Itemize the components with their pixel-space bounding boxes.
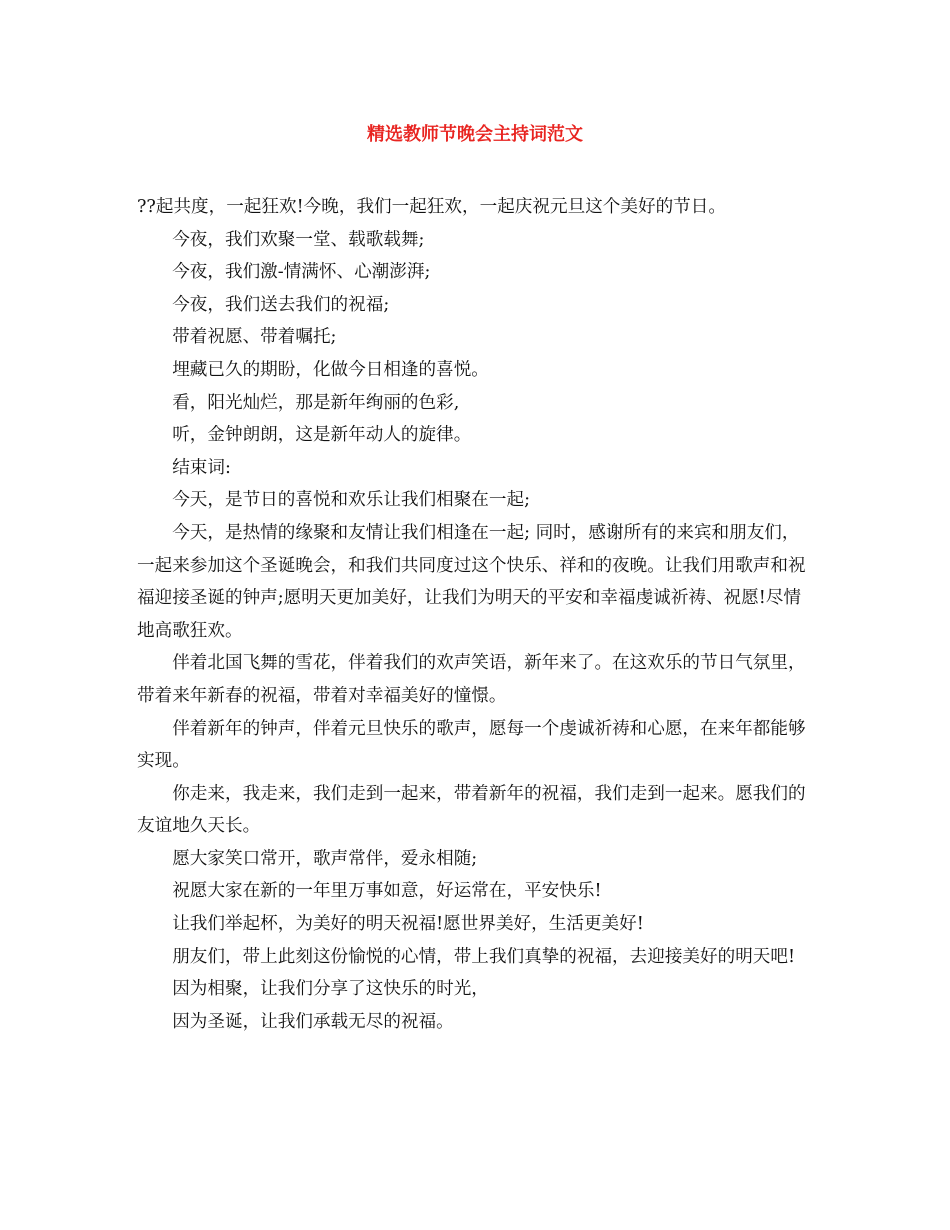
- paragraph-9: 结束词:: [172, 457, 231, 478]
- paragraph-11: 今天，是热情的缘聚和友情让我们相逢在一起; 同时，感谢所有的来宾和朋友们，一起来参加这个圣诞晚会，和我们共同度过这个快乐、祥和的夜晚。让我们用歌声和祝福迎接圣诞的钟声;愿明天更加美好，让我们为明天的平安和幸福虔诚祈祷、祝愿!尽情地高歌狂欢。: [137, 522, 806, 641]
- paragraph-12: 伴着北国飞舞的雪花，伴着我们的欢声笑语，新年来了。在这欢乐的节日气氛里，带着来年新春的祝福，带着对幸福美好的憧憬。: [137, 653, 806, 706]
- paragraph-5: 带着祝愿、带着嘱托;: [172, 327, 337, 348]
- paragraph-16: 祝愿大家在新的一年里万事如意，好运常在，平安快乐!: [172, 881, 602, 902]
- paragraph-6: 埋藏已久的期盼，化做今日相逢的喜悦。: [172, 359, 489, 380]
- document-body: [137, 191, 815, 1038]
- paragraph-19: 因为相聚，让我们分享了这快乐的时光，: [172, 979, 489, 1000]
- paragraph-1: ??起共度，一起狂欢!今晚，我们一起狂欢，一起庆祝元旦这个美好的节日。: [137, 197, 726, 217]
- paragraph-4: 今夜，我们送去我们的祝福;: [172, 294, 390, 315]
- paragraph-8: 听，金钟朗朗，这是新年动人的旋律。: [172, 425, 472, 446]
- paragraph-18: 朋友们，带上此刻这份愉悦的心情，带上我们真挚的祝福，去迎接美好的明天吧!: [172, 946, 796, 967]
- paragraph-14: 你走来，我走来，我们走到一起来，带着新年的祝福，我们走到一起来。愿我们的友谊地久天长。: [137, 783, 806, 837]
- paragraph-7: 看，阳光灿烂，那是新年绚丽的色彩,: [172, 392, 460, 413]
- paragraph-2: 今夜，我们欢聚一堂、载歌载舞;: [172, 229, 425, 250]
- paragraph-10: 今天，是节日的喜悦和欢乐让我们相聚在一起;: [172, 490, 530, 511]
- paragraph-15: 愿大家笑口常开，歌声常伴，爱永相随;: [172, 848, 478, 869]
- document-title: 精选教师节晚会主持词范文: [367, 124, 583, 145]
- paragraph-13: 伴着新年的钟声，伴着元旦快乐的歌声，愿每一个虔诚祈祷和心愿，在来年都能够实现。: [137, 718, 806, 772]
- paragraph-17: 让我们举起杯，为美好的明天祝福!愿世界美好，生活更美好!: [172, 914, 644, 935]
- paragraph-3: 今夜，我们激-情满怀、心潮澎湃;: [172, 262, 431, 283]
- paragraph-20: 因为圣诞，让我们承载无尽的祝福。: [172, 1011, 454, 1032]
